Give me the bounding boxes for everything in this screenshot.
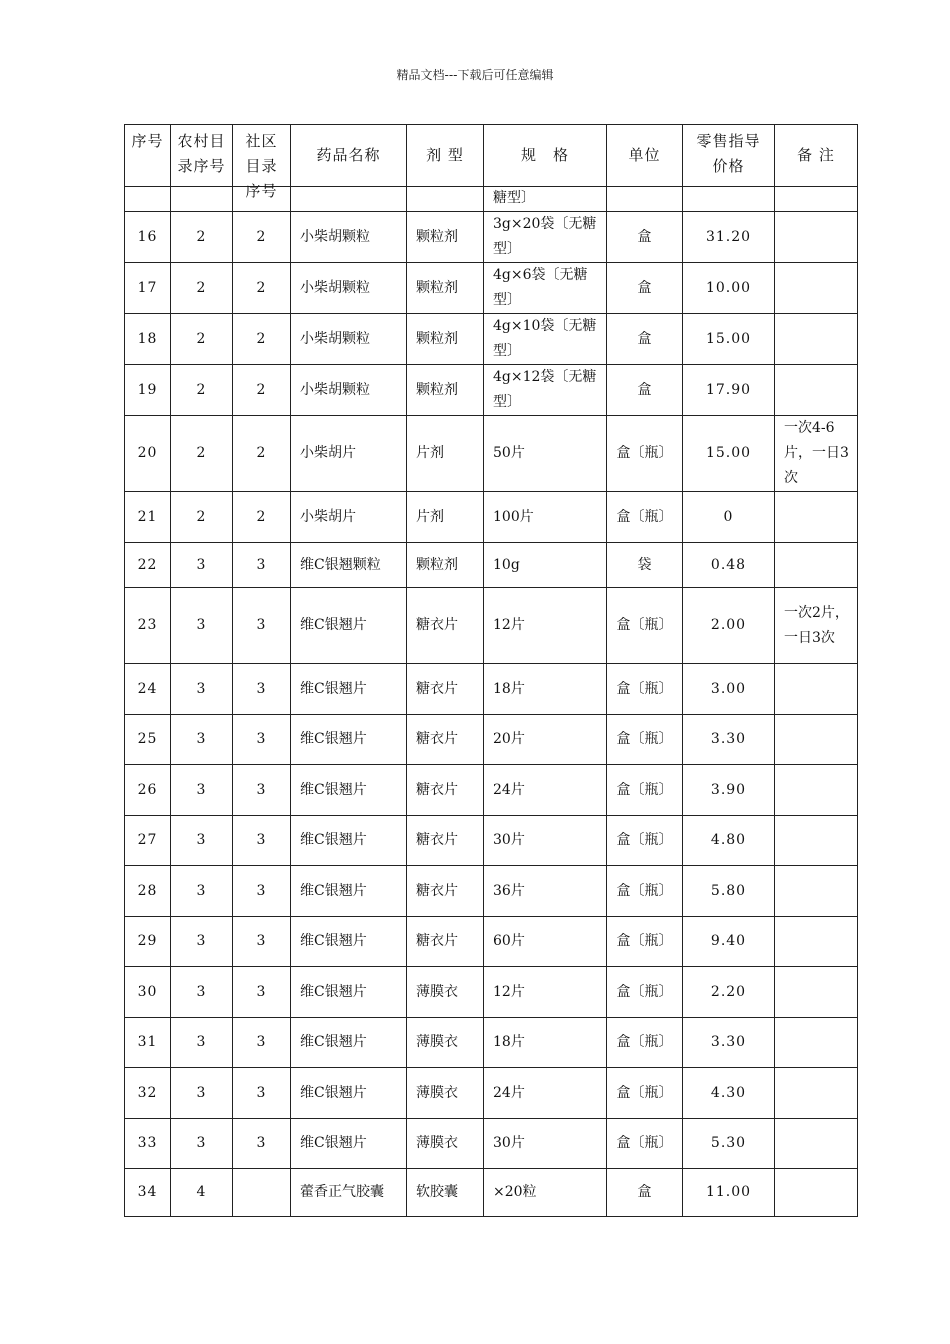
cell-unit: 盒〔瓶〕	[607, 492, 683, 543]
cell-rural-no: 3	[171, 866, 233, 917]
cell-unit: 盒〔瓶〕	[607, 917, 683, 967]
cell-drug-name: 维C银翘片	[291, 967, 407, 1018]
cell-price: 31.20	[683, 212, 775, 263]
cell-unit: 盒	[607, 212, 683, 263]
cell-dosage-form: 糖衣片	[407, 588, 484, 664]
cell-spec: 24片	[484, 765, 607, 816]
continuation-row	[125, 187, 858, 212]
cell-drug-name: 维C银翘片	[291, 588, 407, 664]
cell-no: 22	[125, 543, 171, 588]
table-cell	[291, 187, 407, 212]
cell-dosage-form: 糖衣片	[407, 866, 484, 917]
cell-dosage-form: 薄膜衣	[407, 1119, 484, 1169]
cell-spec: 24片	[484, 1068, 607, 1119]
cell-no: 33	[125, 1119, 171, 1169]
cell-community-no: 3	[233, 715, 291, 765]
cell-rural-no: 3	[171, 765, 233, 816]
cell-spec: 20片	[484, 715, 607, 765]
cell-drug-name: 维C银翘片	[291, 1119, 407, 1169]
cell-dosage-form: 颗粒剂	[407, 314, 484, 365]
cell-spec: 30片	[484, 816, 607, 866]
cell-note	[775, 967, 858, 1018]
col-header-price: 零售指导价格	[683, 125, 775, 187]
cell-spec: ×20粒	[484, 1169, 607, 1217]
cell-price: 15.00	[683, 314, 775, 365]
table-header-row	[125, 125, 858, 187]
cell-drug-name: 小柴胡片	[291, 416, 407, 492]
cell-unit: 盒〔瓶〕	[607, 816, 683, 866]
cell-drug-name: 小柴胡颗粒	[291, 212, 407, 263]
cell-drug-name: 维C银翘片	[291, 816, 407, 866]
cell-rural-no: 4	[171, 1169, 233, 1217]
cell-unit: 盒〔瓶〕	[607, 715, 683, 765]
cell-unit: 盒〔瓶〕	[607, 1018, 683, 1068]
cell-note	[775, 492, 858, 543]
cell-dosage-form: 颗粒剂	[407, 212, 484, 263]
cell-dosage-form: 薄膜衣	[407, 1068, 484, 1119]
table-cell	[171, 187, 233, 212]
cell-note	[775, 917, 858, 967]
cell-rural-no: 2	[171, 492, 233, 543]
cell-note	[775, 1068, 858, 1119]
cell-unit: 盒〔瓶〕	[607, 588, 683, 664]
cell-rural-no: 3	[171, 1068, 233, 1119]
cell-spec: 100片	[484, 492, 607, 543]
cell-note	[775, 765, 858, 816]
cell-community-no: 2	[233, 492, 291, 543]
cell-no: 28	[125, 866, 171, 917]
cell-price: 15.00	[683, 416, 775, 492]
cell-no: 19	[125, 365, 171, 416]
cell-community-no: 3	[233, 1018, 291, 1068]
cell-spec: 36片	[484, 866, 607, 917]
col-header-rural-no: 农村目录序号	[171, 125, 233, 187]
col-header-note: 备 注	[775, 125, 858, 187]
table-cell	[607, 187, 683, 212]
table-row	[125, 765, 858, 816]
cell-rural-no: 2	[171, 416, 233, 492]
cell-drug-name: 小柴胡颗粒	[291, 314, 407, 365]
cell-spec: 4g×6袋〔无糖型〕	[484, 263, 607, 314]
cell-drug-name: 维C银翘片	[291, 1018, 407, 1068]
table-row	[125, 866, 858, 917]
cell-no: 30	[125, 967, 171, 1018]
cell-note	[775, 664, 858, 715]
cell-community-no: 2	[233, 416, 291, 492]
cell-price: 3.30	[683, 715, 775, 765]
cell-note: 一次4-6片，一日3次	[775, 416, 858, 492]
cell-price: 3.90	[683, 765, 775, 816]
cell-note	[775, 314, 858, 365]
cell-spec-continued: 糖型〕	[484, 187, 607, 212]
cell-drug-name: 维C银翘片	[291, 765, 407, 816]
table-cell	[407, 187, 484, 212]
cell-price: 3.00	[683, 664, 775, 715]
cell-dosage-form: 软胶囊	[407, 1169, 484, 1217]
cell-rural-no: 3	[171, 715, 233, 765]
cell-no: 27	[125, 816, 171, 866]
table-row	[125, 588, 858, 664]
cell-spec: 12片	[484, 967, 607, 1018]
cell-note	[775, 1119, 858, 1169]
cell-no: 29	[125, 917, 171, 967]
table-row	[125, 917, 858, 967]
cell-unit: 盒	[607, 314, 683, 365]
table-row	[125, 967, 858, 1018]
cell-no: 17	[125, 263, 171, 314]
cell-price: 10.00	[683, 263, 775, 314]
cell-dosage-form: 颗粒剂	[407, 543, 484, 588]
cell-no: 34	[125, 1169, 171, 1217]
cell-rural-no: 3	[171, 543, 233, 588]
cell-no: 25	[125, 715, 171, 765]
cell-rural-no: 3	[171, 917, 233, 967]
cell-drug-name: 维C银翘片	[291, 715, 407, 765]
cell-community-no: 2	[233, 365, 291, 416]
cell-unit: 盒	[607, 263, 683, 314]
cell-dosage-form: 颗粒剂	[407, 365, 484, 416]
cell-no: 32	[125, 1068, 171, 1119]
cell-dosage-form: 糖衣片	[407, 917, 484, 967]
table-row	[125, 365, 858, 416]
cell-price: 4.30	[683, 1068, 775, 1119]
cell-dosage-form: 糖衣片	[407, 765, 484, 816]
cell-note	[775, 365, 858, 416]
cell-no: 20	[125, 416, 171, 492]
table-cell	[683, 187, 775, 212]
cell-price: 4.80	[683, 816, 775, 866]
cell-dosage-form: 片剂	[407, 492, 484, 543]
col-header-dosage-form: 剂 型	[407, 125, 484, 187]
cell-drug-name: 维C银翘片	[291, 917, 407, 967]
cell-unit: 盒	[607, 1169, 683, 1217]
cell-rural-no: 2	[171, 212, 233, 263]
cell-community-no: 3	[233, 866, 291, 917]
cell-price: 17.90	[683, 365, 775, 416]
table-row	[125, 1018, 858, 1068]
cell-community-no: 3	[233, 816, 291, 866]
cell-community-no: 3	[233, 588, 291, 664]
cell-no: 23	[125, 588, 171, 664]
cell-dosage-form: 糖衣片	[407, 816, 484, 866]
col-header-spec: 规 格	[484, 125, 607, 187]
table-row	[125, 1169, 858, 1217]
cell-community-no: 3	[233, 1119, 291, 1169]
cell-dosage-form: 片剂	[407, 416, 484, 492]
cell-community-no: 3	[233, 967, 291, 1018]
cell-unit: 盒〔瓶〕	[607, 967, 683, 1018]
table-row	[125, 492, 858, 543]
col-header-no: 序号	[125, 125, 171, 187]
drug-price-table	[124, 124, 858, 1217]
cell-no: 26	[125, 765, 171, 816]
cell-spec: 12片	[484, 588, 607, 664]
cell-unit: 盒〔瓶〕	[607, 1068, 683, 1119]
cell-dosage-form: 颗粒剂	[407, 263, 484, 314]
table-row	[125, 1119, 858, 1169]
table-row	[125, 416, 858, 492]
cell-price: 9.40	[683, 917, 775, 967]
cell-price: 11.00	[683, 1169, 775, 1217]
cell-dosage-form: 糖衣片	[407, 664, 484, 715]
cell-drug-name: 维C银翘片	[291, 1068, 407, 1119]
cell-note	[775, 263, 858, 314]
cell-drug-name: 维C银翘片	[291, 664, 407, 715]
cell-drug-name: 维C银翘颗粒	[291, 543, 407, 588]
cell-note	[775, 212, 858, 263]
col-header-community-no: 社区目录序号	[233, 125, 291, 187]
cell-spec: 10g	[484, 543, 607, 588]
cell-unit: 盒〔瓶〕	[607, 866, 683, 917]
cell-price: 5.80	[683, 866, 775, 917]
cell-price: 2.00	[683, 588, 775, 664]
cell-rural-no: 3	[171, 664, 233, 715]
table-cell	[125, 187, 171, 212]
cell-spec: 50片	[484, 416, 607, 492]
cell-drug-name: 小柴胡片	[291, 492, 407, 543]
page-header: 精品文档---下载后可任意编辑	[396, 68, 554, 82]
cell-rural-no: 2	[171, 314, 233, 365]
cell-price: 2.20	[683, 967, 775, 1018]
cell-rural-no: 2	[171, 263, 233, 314]
table-row	[125, 263, 858, 314]
col-header-drug-name: 药品名称	[291, 125, 407, 187]
cell-no: 18	[125, 314, 171, 365]
cell-no: 21	[125, 492, 171, 543]
cell-community-no	[233, 1169, 291, 1217]
cell-community-no: 2	[233, 263, 291, 314]
cell-spec: 4g×12袋〔无糖型〕	[484, 365, 607, 416]
cell-no: 31	[125, 1018, 171, 1068]
table-row	[125, 664, 858, 715]
table-row	[125, 543, 858, 588]
cell-drug-name: 藿香正气胶囊	[291, 1169, 407, 1217]
table-row	[125, 314, 858, 365]
cell-no: 16	[125, 212, 171, 263]
cell-note	[775, 715, 858, 765]
cell-unit: 盒〔瓶〕	[607, 765, 683, 816]
cell-spec: 3g×20袋〔无糖型〕	[484, 212, 607, 263]
cell-unit: 盒〔瓶〕	[607, 1119, 683, 1169]
cell-unit: 盒〔瓶〕	[607, 664, 683, 715]
cell-community-no: 2	[233, 212, 291, 263]
table-row	[125, 715, 858, 765]
cell-rural-no: 3	[171, 588, 233, 664]
cell-note	[775, 816, 858, 866]
table-row	[125, 212, 858, 263]
col-header-unit: 单位	[607, 125, 683, 187]
cell-community-no: 3	[233, 1068, 291, 1119]
cell-no: 24	[125, 664, 171, 715]
cell-spec: 18片	[484, 1018, 607, 1068]
cell-note	[775, 543, 858, 588]
cell-rural-no: 3	[171, 967, 233, 1018]
cell-dosage-form: 薄膜衣	[407, 967, 484, 1018]
cell-price: 0.48	[683, 543, 775, 588]
cell-drug-name: 小柴胡颗粒	[291, 365, 407, 416]
cell-unit: 盒	[607, 365, 683, 416]
cell-note	[775, 1018, 858, 1068]
cell-spec: 4g×10袋〔无糖型〕	[484, 314, 607, 365]
cell-spec: 18片	[484, 664, 607, 715]
cell-price: 5.30	[683, 1119, 775, 1169]
cell-community-no: 3	[233, 664, 291, 715]
cell-dosage-form: 薄膜衣	[407, 1018, 484, 1068]
cell-unit: 袋	[607, 543, 683, 588]
cell-note	[775, 1169, 858, 1217]
table-cell	[775, 187, 858, 212]
cell-rural-no: 3	[171, 1018, 233, 1068]
cell-unit: 盒〔瓶〕	[607, 416, 683, 492]
cell-rural-no: 3	[171, 1119, 233, 1169]
cell-price: 3.30	[683, 1018, 775, 1068]
cell-spec: 30片	[484, 1119, 607, 1169]
cell-community-no: 3	[233, 765, 291, 816]
cell-community-no: 3	[233, 917, 291, 967]
cell-spec: 60片	[484, 917, 607, 967]
cell-community-no: 2	[233, 314, 291, 365]
cell-note	[775, 866, 858, 917]
table-row	[125, 816, 858, 866]
cell-note: 一次2片，一日3次	[775, 588, 858, 664]
cell-price: 0	[683, 492, 775, 543]
cell-rural-no: 3	[171, 816, 233, 866]
cell-rural-no: 2	[171, 365, 233, 416]
cell-drug-name: 维C银翘片	[291, 866, 407, 917]
table-row	[125, 1068, 858, 1119]
cell-community-no: 3	[233, 543, 291, 588]
cell-dosage-form: 糖衣片	[407, 715, 484, 765]
cell-drug-name: 小柴胡颗粒	[291, 263, 407, 314]
